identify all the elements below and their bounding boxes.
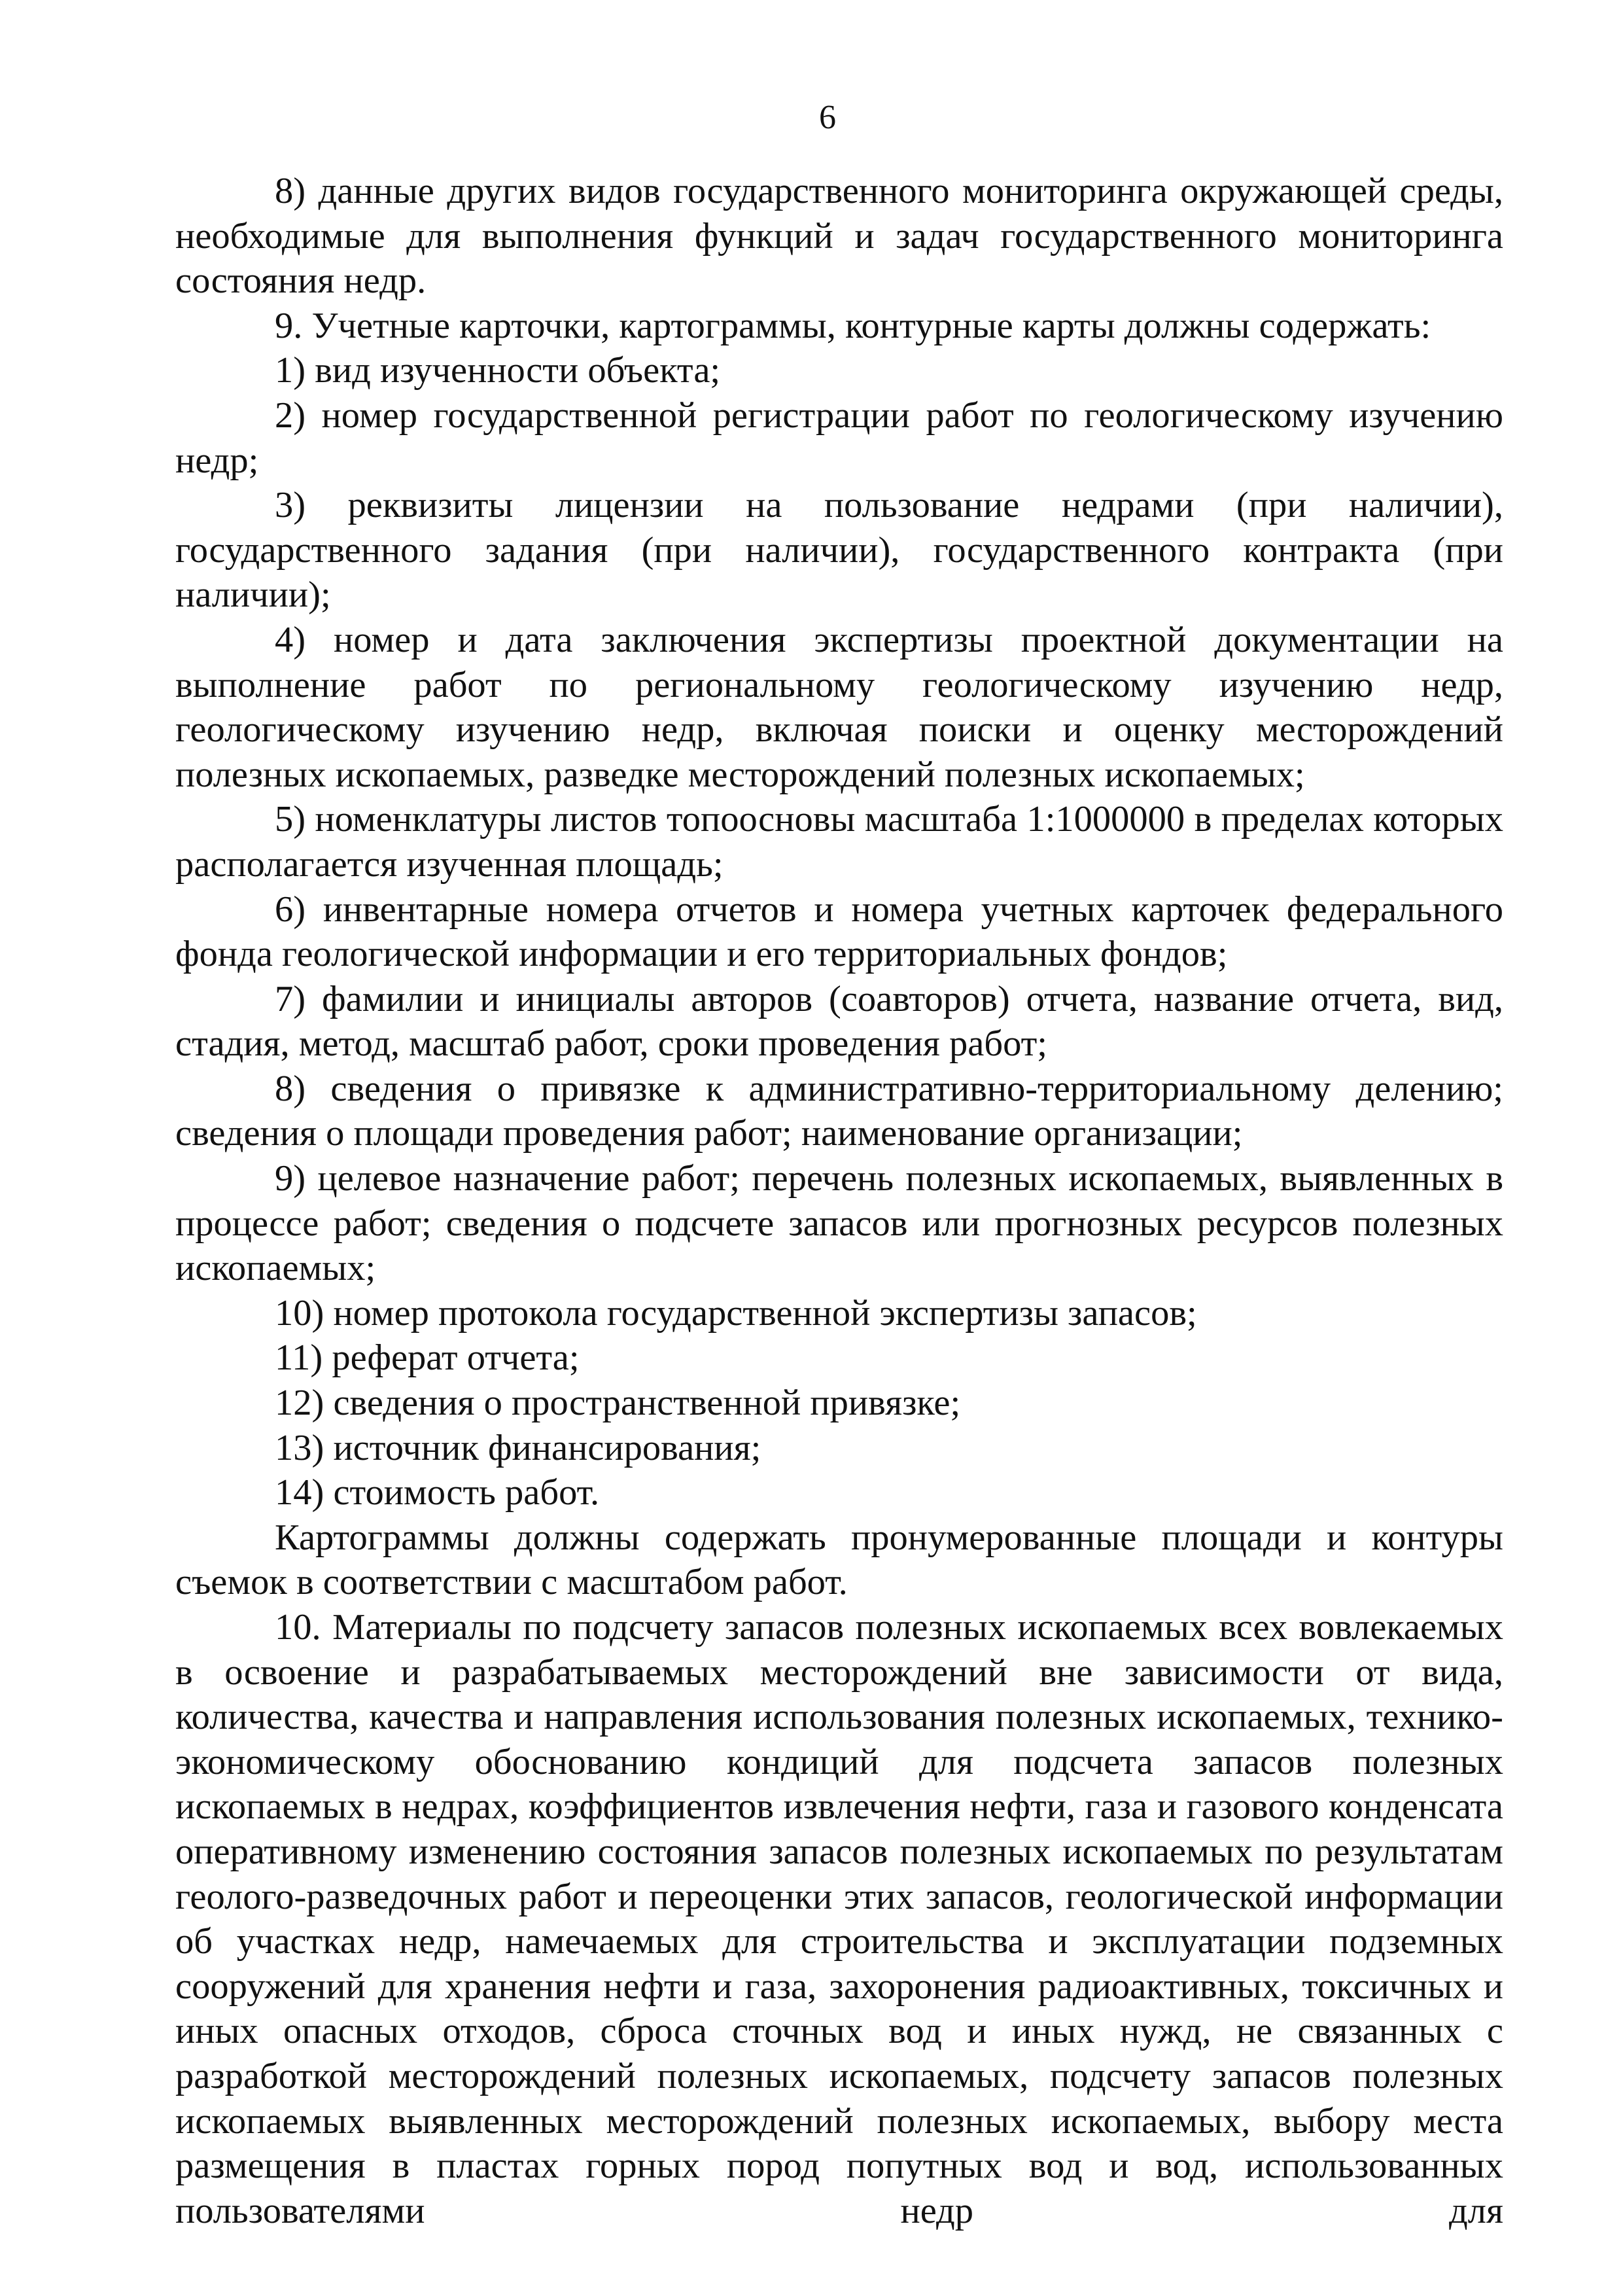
list-item: 7) фамилии и инициалы авторов (соавторов) отчета, название отчета, вид, стадия, метод, масштаб работ, сроки проведения работ; — [175, 978, 1503, 1065]
paragraph-clause-9: 9. Учетные карточки, картограммы, контурные карты должны содержать: — [275, 305, 1431, 346]
paragraph-item-8-monitoring: 8) данные других видов государственного мониторинга окружающей среды, необходимые для выполнения функций и задач государственного мониторинга состояния недр. — [175, 171, 1503, 302]
list-item: 8) сведения о привязке к административно-территориальному делению; сведения о площади проведения работ; наименование организации; — [175, 1068, 1503, 1154]
list-item: 4) номер и дата заключения экспертизы проектной документации на выполнение работ по региональному геологическому изучению недр, геологическому изучению недр, включая поиски и оценку месторождений полезных ископаемых, разведке месторождений полезных ископаемых; — [175, 619, 1503, 795]
list-item: 13) источник финансирования; — [275, 1427, 761, 1468]
list-item: 3) реквизиты лицензии на пользование недрами (при наличии), государственного задания (при наличии), государственного контракта (при наличии); — [175, 485, 1503, 616]
list-item: 1) вид изученности объекта; — [275, 350, 721, 391]
list-item: 14) стоимость работ. — [275, 1472, 600, 1513]
list-item: 6) инвентарные номера отчетов и номера учетных карточек федерального фонда геологической информации и его территориальных фондов; — [175, 889, 1503, 975]
list-item: 5) номенклатуры листов топоосновы масштаба 1:1000000 в пределах которых располагается изученная площадь; — [175, 799, 1503, 885]
page-number: 6 — [819, 99, 836, 136]
document-body — [175, 169, 1503, 2233]
list-item: 2) номер государственной регистрации работ по геологическому изучению недр; — [175, 395, 1503, 481]
paragraph-cartograms: Картограммы должны содержать пронумерованные площади и контуры съемок в соответствии с масштабом работ. — [175, 1517, 1503, 1603]
paragraph-clause-10: 10. Материалы по подсчету запасов полезных ископаемых всех вовлекаемых в освоение и разрабатываемых месторождений вне зависимости от вида, количества, качества и направления использования полезных ископаемых, технико-экономическому обоснованию кондиций для подсчета запасов полезных ископаемых в недрах, коэффициентов извлечения нефти, газа и газового конденсата оперативному изменению состояния запасов полезных ископаемых по результатам геолого-разведочных работ и переоценки этих запасов, геологической информации об участках недр, намечаемых для строительства и эксплуатации подземных сооружений для хранения нефти и газа, захоронения радиоактивных, токсичных и иных опасных отходов, сброса сточных вод и иных нужд, не связанных с разработкой месторождений полезных ископаемых, подсчету запасов полезных ископаемых выявленных месторождений полезных ископаемых, выбору места размещения в пластах горных пород попутных вод и вод, использованных пользователями недр для — [175, 1607, 1503, 2231]
list-item: 11) реферат отчета; — [275, 1337, 580, 1379]
list-item: 9) целевое назначение работ; перечень полезных ископаемых, выявленных в процессе работ; сведения о подсчете запасов или прогнозных ресурсов полезных ископаемых; — [175, 1158, 1503, 1289]
list-item: 10) номер протокола государственной экспертизы запасов; — [275, 1292, 1197, 1333]
list-item: 12) сведения о пространственной привязке; — [275, 1383, 961, 1424]
